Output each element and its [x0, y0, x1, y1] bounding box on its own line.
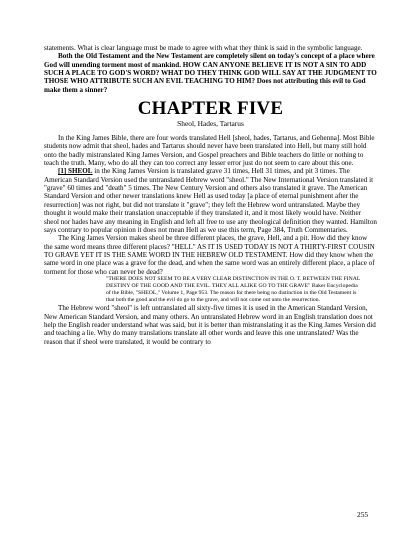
chapter-subtitle: Sheol, Hades, Tartarus — [177, 119, 244, 129]
intro-line: statements. What is clear language must be made to agree with what they think is said in the symbolic language. — [44, 44, 363, 52]
block-quote: "THERE DOES NOT SEEM TO BE A VERY CLEAR DISTINCTION IN THE O. T. BETWEEN THE FINAL DESTINY OF THE GOOD AND THE EVIL. THEY ALL ALIKE GO TO THE GRAVE" Baker Encyclopedia of the Bible, "SHEOL," Volume 1, Page 953. The reason for there being no distinction in the Old Testament is that both the good and the evil do go to the grave, and will not come out unto the resurrection. — [106, 275, 361, 304]
paragraph-3: The King James Version makes sheol be three different places, the grave, Hell, and a pit. How did they know the same word means three different places? "HELL" AS IT IS USED TODAY IS NOT A THIRTY-FIRST COUSIN TO GRAVE YET IT IS THE SAME WORD IN THE HEBREW OLD TESTAMENT. How did they know when the same word in one place was a grave for the dead, and when the same word was an entirely different place, a place of torment for those who can never be dead? — [44, 234, 375, 276]
paragraph-4: The Hebrew word "sheol" is left untranslated all sixty-five times it is used in the American Standard Version, New American Standard Version, and many others. An untranslated Hebrew word in an English translation does not help the English reader understand what was said, but it is better than mistranslating it as the King James Version did and teaching a lie. Why do many translations translate all other words and leave this one untranslated? Was the reason that if sheol were translated, it would be contrary to — [44, 304, 376, 346]
page-number: 255 — [357, 510, 369, 519]
chapter-title: CHAPTER FIVE — [137, 98, 284, 120]
paragraph-sheol-text: in the King James Version is translated grave 31 times, Hell 31 times, and pit 3 times. The American Standard Version used the untranslated Hebrew word "sheol." The New International Version translated it "grave" 60 times and "death" 5 times. The New Century Version and others also translated it grave. The American Standard Version and other newer translations knew Hell as used today [a place of eternal punishment after the resurrection] was not right, but did not translate it "grave"; they left the Hebrew word untranslated. Maybe they thought it would make their translation unacceptable if they translated it, and it most likely would have. Neither sheol nor hades have any meaning in English and left all free to use any theological definition they wanted. Hamilton says contrary to popular opinion it does not mean Hell as we use this term, Page 384, Truth Commentaries. — [44, 167, 377, 234]
intro-bold-paragraph: Both the Old Testament and the New Testament are completely silent on today's concept of a place where God will unending torment most of mankind. HOW CAN ANYONE BELIEVE IT IS NOT A SIN TO ADD SUCH A PLACE TO GOD'S WORD? WHAT DO THEY THINK GOD WILL SAY AT THE JUDGMENT TO THOSE WHO ATTRIBUTE SUCH AN EVIL TEACHING TO HIM? Does not attributing this evil to God make them a sinner? — [44, 52, 377, 94]
sheol-reference: [1] SHEOL — [58, 167, 93, 176]
paragraph-sheol — [44, 167, 377, 234]
paragraph-1: In the King James Bible, there are four words translated Hell [sheol, hades, Tartarus, and Gehenna]. Most Bible students now admit that sheol, hades and Tartarus should never have been translated into Hell, but many still hold onto the badly mistranslated King James Version, and Gospel preachers and Bible teachers do little or nothing to teach the truth. Many, who do all they can too correct any lesser error just do not seem to care about this one. — [44, 134, 375, 168]
